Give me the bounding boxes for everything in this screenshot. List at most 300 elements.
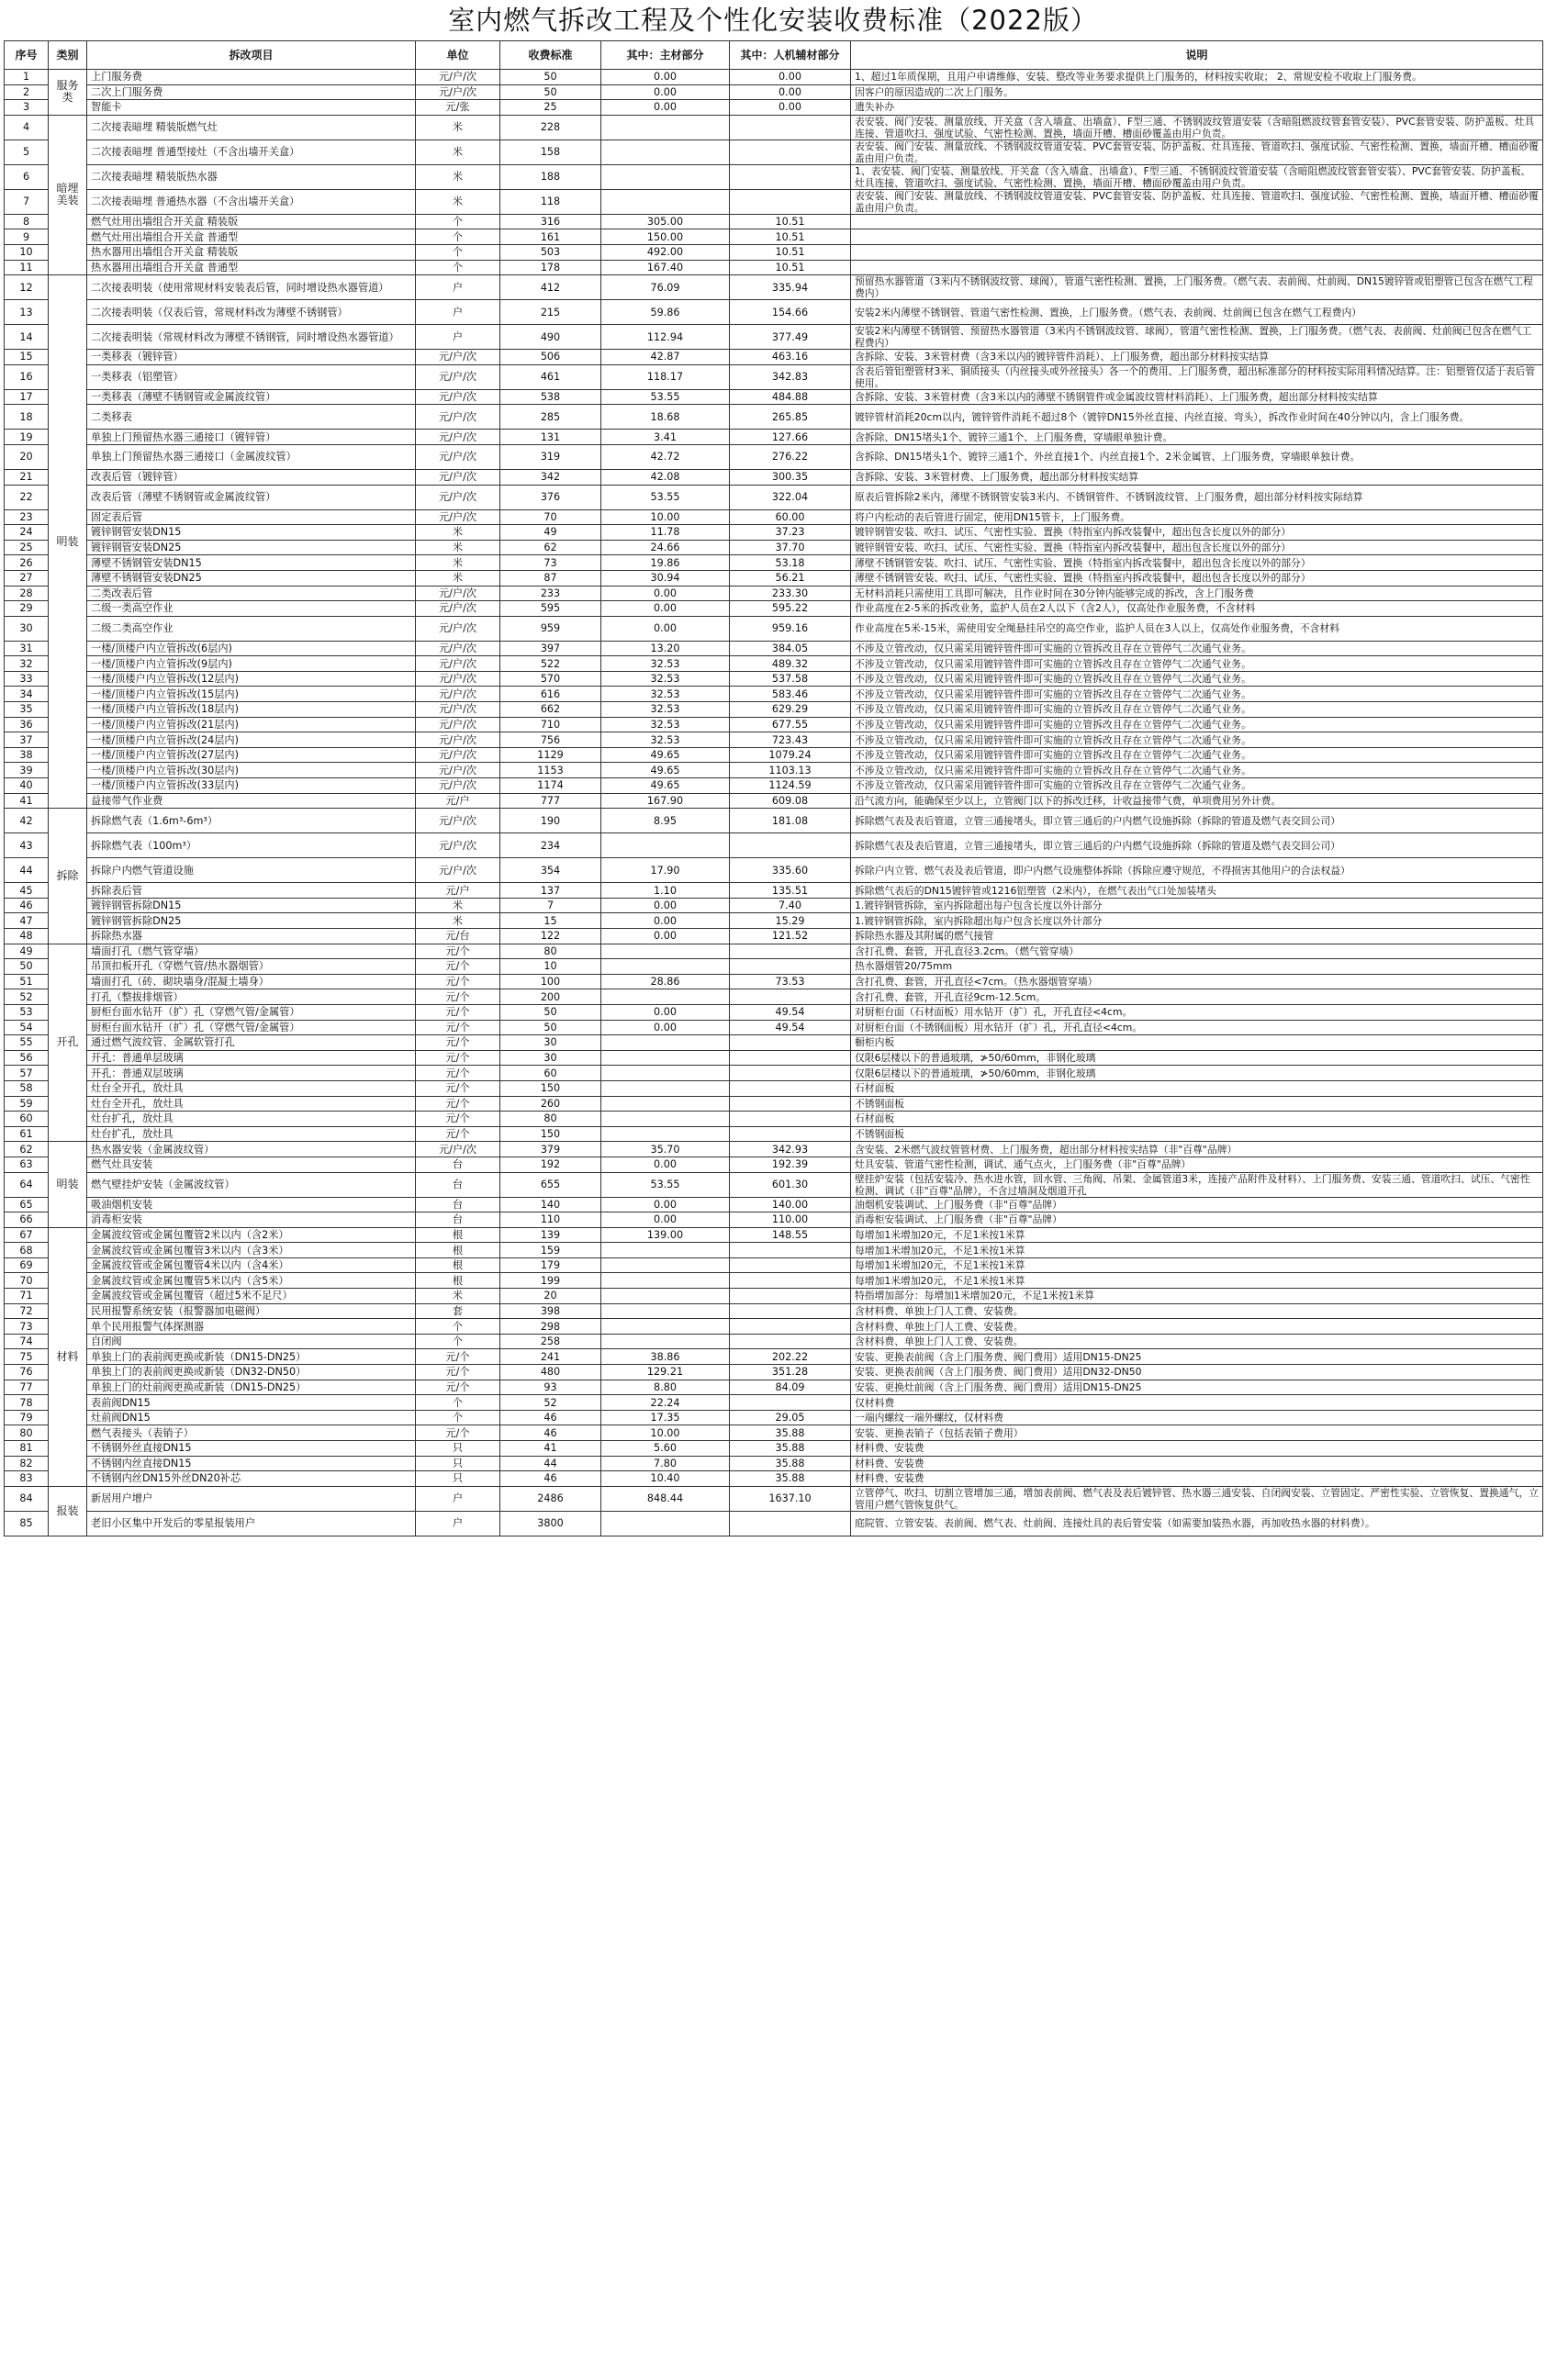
row-item: 二类移表 (87, 405, 416, 430)
row-fee: 131 (500, 430, 601, 445)
row-unit: 元/户 (416, 793, 500, 809)
table-row (5, 1172, 1543, 1197)
row-note: 含拆除、安装、3米管材费（含3米以内的镀锌管件消耗）、上门服务费，超出部分材料按实结算 (851, 350, 1543, 365)
row-unit: 米 (416, 913, 500, 929)
row-fee: 25 (500, 100, 601, 116)
row-unit: 元/张 (416, 100, 500, 116)
row-labor (730, 959, 851, 975)
row-fee: 397 (500, 641, 601, 656)
row-item: 单个民用报警气体探测器 (87, 1319, 416, 1335)
row-unit: 根 (416, 1257, 500, 1273)
row-unit: 米 (416, 540, 500, 555)
row-fee: 319 (500, 444, 601, 469)
row-material: 8.95 (601, 809, 730, 833)
row-item: 一类移表（薄壁不锈钢管或金属波纹管） (87, 389, 416, 405)
row-note: 庭院管、立管安装、表前阀、燃气表、灶前阀、连接灶具的表后管安装（如需要加装热水器，再加收热水器的材料费）。 (851, 1511, 1543, 1536)
row-no: 44 (5, 858, 49, 883)
row-item: 新居用户增户 (87, 1486, 416, 1511)
row-item: 吸油烟机安装 (87, 1197, 416, 1212)
table-row (5, 858, 1543, 883)
header-item: 拆改项目 (87, 41, 416, 70)
row-labor: 463.16 (730, 350, 851, 365)
row-labor (730, 1511, 851, 1536)
row-labor: 377.49 (730, 325, 851, 350)
row-item: 镀锌钢管拆除DN15 (87, 898, 416, 913)
row-item: 镀锌钢管安装DN15 (87, 525, 416, 541)
row-labor: 1079.24 (730, 747, 851, 763)
table-row (5, 260, 1543, 275)
row-fee: 215 (500, 300, 601, 325)
row-no: 40 (5, 778, 49, 794)
row-fee: 122 (500, 929, 601, 944)
row-note (851, 260, 1543, 275)
row-no: 19 (5, 430, 49, 445)
row-note: 作业高度在2-5米的拆改业务，监护人员在2人以下（含2人），仅高处作业服务费，不含材料 (851, 601, 1543, 617)
row-unit: 元/户/次 (416, 702, 500, 718)
row-no: 10 (5, 244, 49, 260)
row-material (601, 140, 730, 164)
row-unit: 元/户/次 (416, 833, 500, 858)
row-labor (730, 1066, 851, 1081)
row-fee: 959 (500, 616, 601, 641)
row-material: 305.00 (601, 214, 730, 229)
row-labor: 351.28 (730, 1365, 851, 1380)
row-item: 一楼/顶楼户内立管拆改(12层内) (87, 671, 416, 687)
row-material: 492.00 (601, 244, 730, 260)
row-unit: 元/户/次 (416, 350, 500, 365)
row-material: 24.66 (601, 540, 730, 555)
row-unit: 元/个 (416, 959, 500, 975)
row-labor (730, 1243, 851, 1258)
row-item: 热水器安装（金属波纹管） (87, 1142, 416, 1157)
row-category: 拆除 (49, 809, 87, 944)
row-item: 镀锌钢管安装DN25 (87, 540, 416, 555)
row-note: 对厨柜台面（不锈钢面板）用水钻开（扩）孔，开孔直径<4cm。 (851, 1020, 1543, 1035)
row-material: 0.00 (601, 601, 730, 617)
row-material (601, 959, 730, 975)
row-item: 拆除热水器 (87, 929, 416, 944)
row-no: 33 (5, 671, 49, 687)
row-unit: 元/户/次 (416, 687, 500, 702)
row-no: 67 (5, 1227, 49, 1243)
row-material (601, 1035, 730, 1051)
row-fee: 522 (500, 656, 601, 672)
row-unit: 元/户/次 (416, 485, 500, 509)
row-material: 0.00 (601, 913, 730, 929)
row-fee: 46 (500, 1425, 601, 1441)
row-labor: 37.23 (730, 525, 851, 541)
table-row (5, 485, 1543, 509)
row-fee: 398 (500, 1303, 601, 1319)
row-item: 墙面打孔（砖、砌块墙身/混凝土墙身） (87, 974, 416, 989)
row-item: 一楼/顶楼户内立管拆改(15层内) (87, 687, 416, 702)
row-labor (730, 1080, 851, 1096)
row-unit: 套 (416, 1303, 500, 1319)
table-row (5, 70, 1543, 85)
table-row (5, 656, 1543, 672)
row-no: 75 (5, 1349, 49, 1365)
row-material: 17.35 (601, 1410, 730, 1425)
row-no: 60 (5, 1112, 49, 1127)
row-labor (730, 1303, 851, 1319)
row-material: 32.53 (601, 702, 730, 718)
row-fee: 52 (500, 1395, 601, 1411)
row-unit: 元/户/次 (416, 430, 500, 445)
row-item: 拆除表后管 (87, 883, 416, 899)
row-labor: 322.04 (730, 485, 851, 509)
row-item: 二次接表明装（仅表后管，常规材料改为薄壁不锈钢管） (87, 300, 416, 325)
row-no: 82 (5, 1456, 49, 1471)
row-labor (730, 164, 851, 189)
row-no: 63 (5, 1156, 49, 1172)
row-unit: 个 (416, 260, 500, 275)
row-no: 84 (5, 1486, 49, 1511)
row-unit: 只 (416, 1471, 500, 1487)
row-no: 22 (5, 485, 49, 509)
row-material: 49.65 (601, 763, 730, 778)
row-note: 表安装、阀门安装、测量放线、开关盒（含入墙盒、出墙盒）、F型三通、不锈钢波纹管道安装（含暗阻燃波纹管套管安装）、PVC套管安装、防护盖板、灶具连接、管道吹扫、强度试验、气密性检测、置换，墙面开槽、槽面砂覆盖由用户负责。 (851, 115, 1543, 140)
row-material (601, 189, 730, 214)
row-labor: 60.00 (730, 509, 851, 525)
row-note: 含材料费、单独上门人工费、安装费。 (851, 1303, 1543, 1319)
row-note: 安装、更换表前阀（含上门服务费、阀门费用）适用DN15-DN25 (851, 1349, 1543, 1365)
row-unit: 米 (416, 189, 500, 214)
row-category: 报装 (49, 1486, 87, 1536)
row-unit: 元/户/次 (416, 809, 500, 833)
header-material: 其中：主材部分 (601, 41, 730, 70)
row-item: 一楼/顶楼户内立管拆改(30层内) (87, 763, 416, 778)
row-no: 46 (5, 898, 49, 913)
row-labor (730, 989, 851, 1005)
table-row (5, 555, 1543, 571)
row-note: 沿气流方向，能确保至少以上，立管阀门以下的拆改迁移，计收益接带气费，单项费用另外计费。 (851, 793, 1543, 809)
row-note: 安装、更换表销子（包括表销子费用） (851, 1425, 1543, 1441)
table-row (5, 1334, 1543, 1349)
row-material (601, 989, 730, 1005)
row-category: 明装 (49, 275, 87, 809)
row-material: 118.17 (601, 364, 730, 389)
row-material: 0.00 (601, 100, 730, 116)
row-unit: 台 (416, 1212, 500, 1228)
row-material: 10.00 (601, 509, 730, 525)
row-unit: 个 (416, 1334, 500, 1349)
table-row (5, 405, 1543, 430)
row-labor: 148.55 (730, 1227, 851, 1243)
row-labor: 233.30 (730, 586, 851, 601)
table-row (5, 100, 1543, 116)
row-note: 安装、更换灶前阀（含上门服务费、阀门费用）适用DN15-DN25 (851, 1380, 1543, 1395)
row-material: 49.65 (601, 778, 730, 794)
row-item: 单独上门的灶前阀更换或新装（DN15-DN25） (87, 1380, 416, 1395)
row-no: 35 (5, 702, 49, 718)
row-material (601, 833, 730, 858)
row-material (601, 1273, 730, 1289)
row-unit: 元/户/次 (416, 601, 500, 617)
row-unit: 个 (416, 214, 500, 229)
row-material (601, 1303, 730, 1319)
table-row (5, 747, 1543, 763)
row-item: 一楼/顶楼户内立管拆改(21层内) (87, 717, 416, 732)
row-note: 壁挂炉安装（包括安装冷、热水进水管，回水管、三角阀、吊架、金属管道3米，连接产品附件及材料）、上门服务费、安装三通、管道吹扫、试压、气密性检测、调试（非"百尊"品牌），不含过墙洞及烟道开孔 (851, 1172, 1543, 1197)
row-note: 不涉及立管改动，仅只需采用镀锌管件即可实施的立管拆改且存在立管停气二次通气业务。 (851, 747, 1543, 763)
row-unit: 元/个 (416, 944, 500, 959)
row-no: 15 (5, 350, 49, 365)
row-labor: 335.60 (730, 858, 851, 883)
row-note: 含拆除、DN15堵头1个、镀锌三通1个、外丝直接1个、内丝直接1个、2米金属管、上门服务费，穿墙眼单独计费。 (851, 444, 1543, 469)
row-unit: 元/户/次 (416, 858, 500, 883)
row-note: 不涉及立管改动，仅只需采用镀锌管件即可实施的立管拆改且存在立管停气二次通气业务。 (851, 656, 1543, 672)
header-fee: 收费标准 (500, 41, 601, 70)
row-labor: 135.51 (730, 883, 851, 899)
row-note: 橱柜内板 (851, 1035, 1543, 1051)
row-no: 47 (5, 913, 49, 929)
row-no: 21 (5, 469, 49, 485)
row-labor (730, 1050, 851, 1066)
row-note: 表安装、阀门安装、测量放线、不锈钢波纹管道安装、PVC套管安装、防护盖板、灶具连接、管道吹扫、强度试验、气密性检测、置换，墙面开槽、槽面砂覆盖由用户负责。 (851, 140, 1543, 164)
row-unit: 只 (416, 1456, 500, 1471)
row-no: 5 (5, 140, 49, 164)
row-material: 167.90 (601, 793, 730, 809)
table-row (5, 1020, 1543, 1035)
row-unit: 元/个 (416, 1096, 500, 1112)
row-material: 53.55 (601, 485, 730, 509)
table-row (5, 244, 1543, 260)
row-fee: 159 (500, 1243, 601, 1258)
row-fee: 710 (500, 717, 601, 732)
row-no: 83 (5, 1471, 49, 1487)
row-fee: 1174 (500, 778, 601, 794)
row-note: 特指增加部分：每增加1米增加20元，不足1米按1米算 (851, 1289, 1543, 1304)
row-unit: 个 (416, 229, 500, 245)
row-fee: 233 (500, 586, 601, 601)
row-note: 仅材料费 (851, 1395, 1543, 1411)
row-fee: 41 (500, 1441, 601, 1457)
row-unit: 户 (416, 300, 500, 325)
row-unit: 元/户/次 (416, 509, 500, 525)
row-fee: 139 (500, 1227, 601, 1243)
row-note: 安装2米内薄壁不锈钢管、管道气密性检测、置换，上门服务费。（燃气表、表前阀、灶前阀已包含在燃气工程费内） (851, 300, 1543, 325)
row-no: 1 (5, 70, 49, 85)
row-fee: 285 (500, 405, 601, 430)
table-row (5, 763, 1543, 778)
table-row (5, 1303, 1543, 1319)
row-note: 灶具安装、管道气密性检测，调试、通气点火，上门服务费（非"百尊"品牌） (851, 1156, 1543, 1172)
row-labor: 202.22 (730, 1349, 851, 1365)
row-labor: 276.22 (730, 444, 851, 469)
row-fee: 1129 (500, 747, 601, 763)
row-no: 24 (5, 525, 49, 541)
row-fee: 44 (500, 1456, 601, 1471)
row-no: 52 (5, 989, 49, 1005)
table-row (5, 974, 1543, 989)
row-unit: 元/个 (416, 1004, 500, 1020)
row-no: 23 (5, 509, 49, 525)
row-labor: 56.21 (730, 570, 851, 586)
row-no: 51 (5, 974, 49, 989)
row-item: 拆除燃气表（1.6m³-6m³） (87, 809, 416, 833)
row-labor: 0.00 (730, 100, 851, 116)
row-item: 一楼/顶楼户内立管拆改(18层内) (87, 702, 416, 718)
row-category: 服务类 (49, 70, 87, 116)
row-material: 3.41 (601, 430, 730, 445)
row-unit: 元/户/次 (416, 364, 500, 389)
table-row (5, 687, 1543, 702)
row-no: 59 (5, 1096, 49, 1112)
row-item: 益接带气作业费 (87, 793, 416, 809)
row-item: 二次接表暗埋 普通型接灶（不含出墙开关盒） (87, 140, 416, 164)
row-material: 22.24 (601, 1395, 730, 1411)
row-category: 开孔 (49, 944, 87, 1142)
row-no: 54 (5, 1020, 49, 1035)
row-unit: 元/户/次 (416, 641, 500, 656)
row-labor: 154.66 (730, 300, 851, 325)
row-labor: 0.00 (730, 70, 851, 85)
row-fee: 158 (500, 140, 601, 164)
table-row (5, 898, 1543, 913)
row-fee: 50 (500, 1004, 601, 1020)
row-no: 72 (5, 1303, 49, 1319)
row-note: 因客户的原因造成的二次上门服务。 (851, 84, 1543, 100)
row-unit: 元/户/次 (416, 84, 500, 100)
table-row (5, 140, 1543, 164)
table-row (5, 525, 1543, 541)
row-material: 35.70 (601, 1142, 730, 1157)
row-fee: 30 (500, 1050, 601, 1066)
table-row (5, 540, 1543, 555)
row-fee: 199 (500, 1273, 601, 1289)
row-no: 66 (5, 1212, 49, 1228)
row-item: 一楼/顶楼户内立管拆改(27层内) (87, 747, 416, 763)
row-no: 16 (5, 364, 49, 389)
row-fee: 73 (500, 555, 601, 571)
row-no: 11 (5, 260, 49, 275)
table-row (5, 1080, 1543, 1096)
row-material: 32.53 (601, 671, 730, 687)
row-fee: 379 (500, 1142, 601, 1157)
row-labor (730, 140, 851, 164)
row-material: 53.55 (601, 389, 730, 405)
row-material: 76.09 (601, 275, 730, 300)
row-material (601, 115, 730, 140)
row-note: 对厨柜台面（石材面板）用水钻开（扩）孔，开孔直径<4cm。 (851, 1004, 1543, 1020)
row-item: 厨柜台面水钻开（扩）孔（穿燃气管/金属管） (87, 1020, 416, 1035)
row-unit: 个 (416, 1395, 500, 1411)
header-note: 说明 (851, 41, 1543, 70)
header-no: 序号 (5, 41, 49, 70)
row-item: 改表后管（薄壁不锈钢管或金属波纹管） (87, 485, 416, 509)
row-fee: 49 (500, 525, 601, 541)
row-item: 灶台扩孔，放灶具 (87, 1126, 416, 1142)
row-material (601, 1066, 730, 1081)
row-note: 拆除燃气表及表后管道，立管三通接堵头，即立管三通后的户内燃气设施拆除（拆除的管道及燃气表交回公司） (851, 833, 1543, 858)
row-fee: 3800 (500, 1511, 601, 1536)
table-row (5, 1096, 1543, 1112)
row-note: 不锈钢面板 (851, 1096, 1543, 1112)
row-item: 单独上门预留热水器三通接口（金属波纹管） (87, 444, 416, 469)
row-note: 材料费、安装费 (851, 1441, 1543, 1457)
row-item: 金属波纹管或金属包覆管（超过5米不足尺） (87, 1289, 416, 1304)
document-title: 室内燃气拆改工程及个性化安装收费标准（2022版） (448, 5, 1098, 36)
row-item: 金属波纹管或金属包覆管4米以内（含4米） (87, 1257, 416, 1273)
row-note: 不涉及立管改动，仅只需采用镀锌管件即可实施的立管拆改且存在立管停气二次通气业务。 (851, 671, 1543, 687)
row-unit: 米 (416, 898, 500, 913)
row-fee: 80 (500, 1112, 601, 1127)
row-fee: 376 (500, 485, 601, 509)
row-no: 17 (5, 389, 49, 405)
row-no: 32 (5, 656, 49, 672)
row-labor (730, 115, 851, 140)
row-labor: 192.39 (730, 1156, 851, 1172)
row-unit: 元/个 (416, 1050, 500, 1066)
row-labor: 15.29 (730, 913, 851, 929)
row-labor (730, 1395, 851, 1411)
row-material: 150.00 (601, 229, 730, 245)
row-no: 49 (5, 944, 49, 959)
row-unit: 元/户 (416, 883, 500, 899)
row-fee: 506 (500, 350, 601, 365)
row-no: 69 (5, 1257, 49, 1273)
row-material: 129.21 (601, 1365, 730, 1380)
row-material: 0.00 (601, 898, 730, 913)
row-material: 28.86 (601, 974, 730, 989)
row-item: 薄壁不锈钢管安装DN15 (87, 555, 416, 571)
table-row (5, 164, 1543, 189)
row-item: 一楼/顶楼户内立管拆改(33层内) (87, 778, 416, 794)
table-row (5, 444, 1543, 469)
table-row (5, 189, 1543, 214)
row-item: 金属波纹管或金属包覆管3米以内（含3米） (87, 1243, 416, 1258)
row-no: 29 (5, 601, 49, 617)
row-unit: 元/户/次 (416, 747, 500, 763)
row-item: 金属波纹管或金属包覆管2米以内（含2米） (87, 1227, 416, 1243)
row-item: 燃气灶具安装 (87, 1156, 416, 1172)
row-fee: 412 (500, 275, 601, 300)
row-fee: 234 (500, 833, 601, 858)
row-note: 表安装、阀门安装、测量放线、不锈钢波纹管道安装、PVC套管安装、防护盖板、灶具连接、管道吹扫、强度试验、气密性检测、置换，墙面开槽、槽面砂覆盖由用户负责。 (851, 189, 1543, 214)
row-fee: 150 (500, 1126, 601, 1142)
fee-table (4, 40, 1543, 1536)
row-fee: 30 (500, 1035, 601, 1051)
table-row (5, 989, 1543, 1005)
row-fee: 60 (500, 1066, 601, 1081)
table-row (5, 509, 1543, 525)
row-no: 3 (5, 100, 49, 116)
row-item: 改表后管（镀锌管） (87, 469, 416, 485)
row-material: 18.68 (601, 405, 730, 430)
row-note: 含拆除、安装、3米管材费、上门服务费，超出部分材料按实结算 (851, 469, 1543, 485)
row-note: 不涉及立管改动，仅只需采用镀锌管件即可实施的立管拆改且存在立管停气二次通气业务。 (851, 702, 1543, 718)
row-unit: 元/台 (416, 929, 500, 944)
row-material: 42.87 (601, 350, 730, 365)
row-material (601, 1289, 730, 1304)
table-row (5, 84, 1543, 100)
row-material: 5.60 (601, 1441, 730, 1457)
row-fee: 461 (500, 364, 601, 389)
table-row (5, 793, 1543, 809)
row-fee: 179 (500, 1257, 601, 1273)
row-item: 二次上门服务费 (87, 84, 416, 100)
row-labor: 10.51 (730, 229, 851, 245)
row-fee: 80 (500, 944, 601, 959)
row-unit: 元/个 (416, 1035, 500, 1051)
row-material: 112.94 (601, 325, 730, 350)
row-note: 1.镀锌钢管拆除，室内拆除超出每户包含长度以外计部分 (851, 898, 1543, 913)
table-row (5, 1456, 1543, 1471)
row-no: 79 (5, 1410, 49, 1425)
row-unit: 米 (416, 555, 500, 571)
row-note: 1、超过1年质保期，且用户申请维修、安装、整改等业务要求提供上门服务的，材料按实收取； 2、常规安检不收取上门服务费。 (851, 70, 1543, 85)
row-no: 8 (5, 214, 49, 229)
